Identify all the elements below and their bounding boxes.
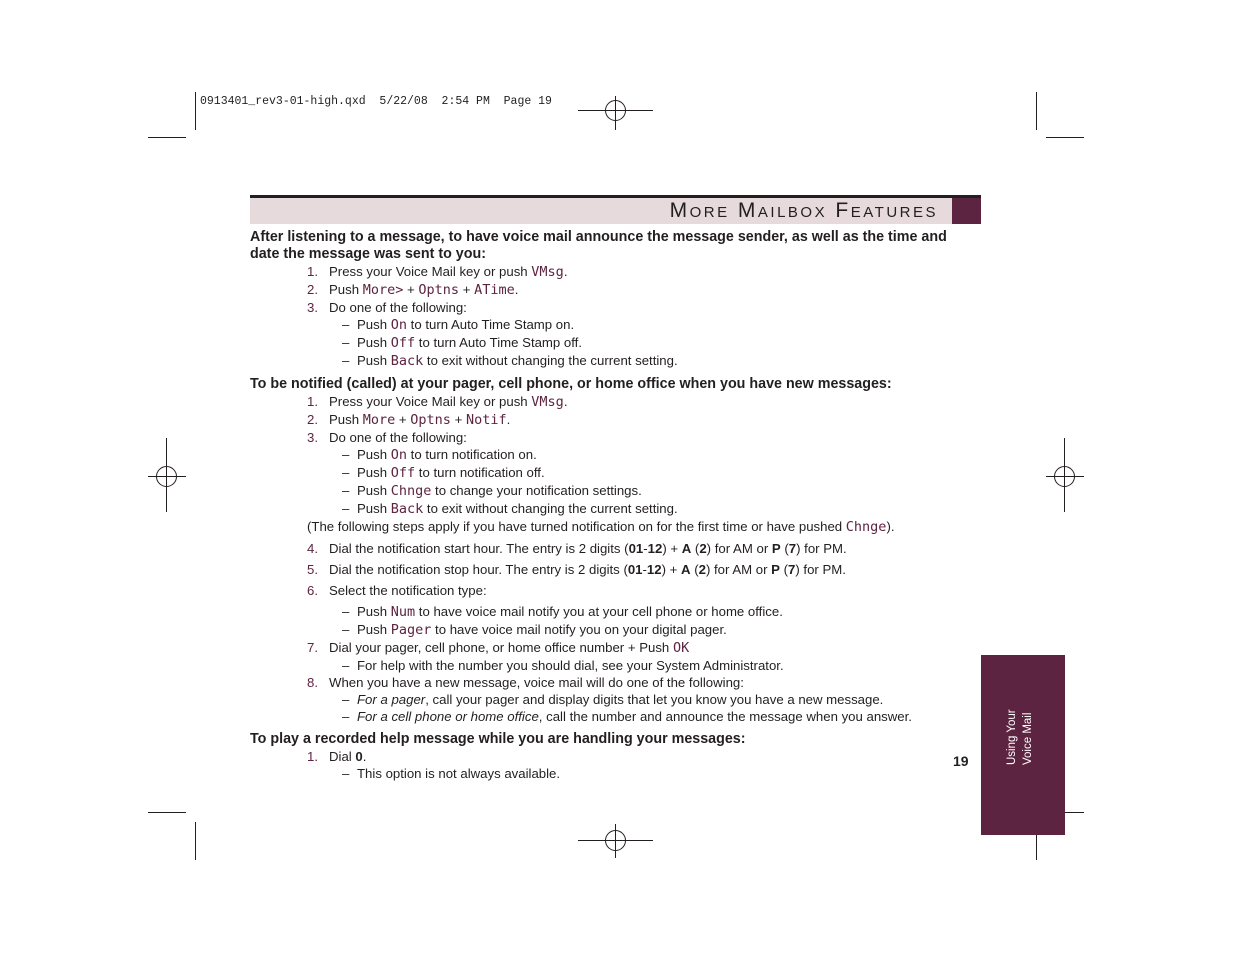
step: 3. Do one of the following: xyxy=(307,300,467,315)
softkey-label: Notif xyxy=(465,412,507,428)
softkey-label: Off xyxy=(390,465,416,481)
section-heading: To be notified (called) at your pager, cell phone, or home office when you have new messages: xyxy=(250,376,892,392)
sub-option: – Push Off to turn Auto Time Stamp off. xyxy=(342,335,583,351)
sub-option: – Push Num to have voice mail notify you at your cell phone or home office. xyxy=(342,604,783,620)
softkey-label: Pager xyxy=(390,622,432,638)
sub-option: – For a pager, call your pager and display digits that let you know you have a new message. xyxy=(342,692,884,707)
step: 1. Press your Voice Mail key or push VMsg. xyxy=(307,264,568,280)
sub-option: – Push Pager to have voice mail notify you on your digital pager. xyxy=(342,622,727,638)
softkey-label: Chnge xyxy=(845,519,887,535)
softkey-label: Back xyxy=(390,353,424,369)
softkey-label: VMsg xyxy=(531,264,564,280)
step-number: 3. xyxy=(307,430,318,445)
step: 6. Select the notification type: xyxy=(307,583,487,598)
step: 4. Dial the notification start hour. The entry is 2 digits (01-12) + A (2) for AM or P (7) for PM. xyxy=(307,541,847,556)
softkey-label: Optns xyxy=(418,282,460,298)
side-tab xyxy=(981,655,1065,835)
sub-option: – Push On to turn Auto Time Stamp on. xyxy=(342,317,575,333)
step-number: 7. xyxy=(307,640,318,655)
step-number: 3. xyxy=(307,300,318,315)
sub-option: – Push Off to turn notification off. xyxy=(342,465,545,481)
side-tab-label: Using Your Voice Mail xyxy=(1006,709,1034,765)
softkey-label: OK xyxy=(672,640,690,656)
step: 2. Push More + Optns + Notif. xyxy=(307,412,511,428)
step: 2. Push More> + Optns + ATime. xyxy=(307,282,519,298)
sub-option: – Push Back to exit without changing the current setting. xyxy=(342,353,678,369)
softkey-label: Chnge xyxy=(390,483,432,499)
section-heading: To play a recorded help message while you are handling your messages: xyxy=(250,731,746,747)
main-content xyxy=(250,229,980,782)
crop-mark xyxy=(195,92,196,130)
step: 8. When you have a new message, voice mail will do one of the following: xyxy=(307,675,744,690)
crop-mark xyxy=(148,812,186,813)
step-number: 8. xyxy=(307,675,318,690)
step-number: 5. xyxy=(307,562,318,577)
sub-option: – Push Chnge to change your notification settings. xyxy=(342,483,642,499)
step-number: 1. xyxy=(307,394,318,409)
step: 1. Press your Voice Mail key or push VMsg. xyxy=(307,394,568,410)
softkey-label: Off xyxy=(390,335,416,351)
softkey-label: More xyxy=(362,412,396,428)
sub-option: – For help with the number you should dial, see your System Administrator. xyxy=(342,658,784,673)
sub-option: – This option is not always available. xyxy=(342,766,561,781)
softkey-label: Back xyxy=(390,501,424,517)
crop-mark xyxy=(1046,137,1084,138)
softkey-label: ATime xyxy=(474,282,515,298)
step-number: 2. xyxy=(307,282,318,297)
softkey-label: VMsg xyxy=(531,394,564,410)
note: (The following steps apply if you have turned notification on for the first time or have pushed Chnge). xyxy=(307,519,895,535)
section-heading: After listening to a message, to have voice mail announce the message sender, as well as the time and date the message was sent to you: xyxy=(250,229,947,262)
softkey-label: On xyxy=(390,317,407,333)
page-number: 19 xyxy=(953,753,969,769)
crop-mark xyxy=(195,822,196,860)
title-accent-block xyxy=(952,198,981,224)
step-number: 1. xyxy=(307,264,318,279)
sub-option: – Push On to turn notification on. xyxy=(342,447,537,463)
step-number: 6. xyxy=(307,583,318,598)
step-number: 2. xyxy=(307,412,318,427)
step-number: 4. xyxy=(307,541,318,556)
softkey-label: More> xyxy=(362,282,404,298)
sub-option: – For a cell phone or home office, call the number and announce the message when you answer. xyxy=(342,709,912,724)
crop-mark xyxy=(1036,92,1037,130)
title-bar xyxy=(250,195,981,224)
crop-mark xyxy=(148,137,186,138)
softkey-label: Num xyxy=(390,604,416,620)
step: 1. Dial 0. xyxy=(307,749,367,764)
page-title: More Mailbox Features xyxy=(669,199,938,222)
print-slug: 0913401_rev3-01-high.qxd 5/22/08 2:54 PM Page 19 xyxy=(200,95,552,108)
step: 5. Dial the notification stop hour. The entry is 2 digits (01-12) + A (2) for AM or P (7) for PM. xyxy=(307,562,846,577)
step-number: 1. xyxy=(307,749,318,764)
step: 7. Dial your pager, cell phone, or home office number + Push OK xyxy=(307,640,690,656)
softkey-label: On xyxy=(390,447,407,463)
softkey-label: Optns xyxy=(410,412,451,428)
step: 3. Do one of the following: xyxy=(307,430,467,445)
sub-option: – Push Back to exit without changing the current setting. xyxy=(342,501,678,517)
